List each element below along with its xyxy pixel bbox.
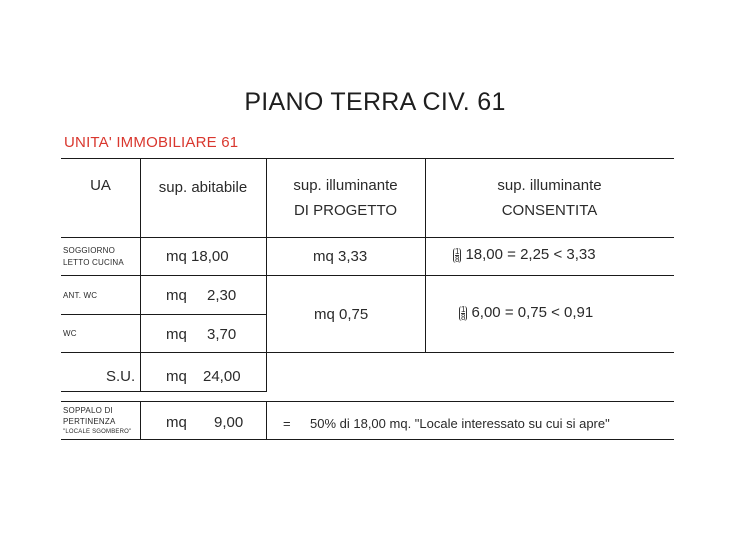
row-antwc-label: ANT. WC [63, 291, 98, 300]
rule [61, 439, 674, 440]
fraction: $\frac{1}{8}$ [455, 246, 460, 264]
rule [61, 401, 674, 402]
rule [61, 352, 674, 353]
row-soppalco-unit: mq [166, 414, 187, 431]
rule [61, 275, 674, 276]
rule [61, 314, 266, 315]
rule [61, 391, 266, 392]
row-soggiorno-consentita: $\frac{1}{8}$ 18,00 = 2,25 < 3,33 [455, 246, 596, 264]
row-soppalco-label-2: PERTINENZA [63, 417, 116, 426]
row-soppalco-note: 50% di 18,00 mq. "Locale interessato su cui si apre" [310, 416, 610, 431]
wc-group-progetto: mq 0,75 [314, 306, 369, 323]
row-antwc-value: 2,30 [207, 287, 237, 304]
row-wc-unit: mq [166, 326, 187, 343]
header-progetto-line2: DI PROGETTO [293, 202, 398, 219]
header-progetto-line1: sup. illuminante [293, 177, 398, 194]
row-wc-value: 3,70 [207, 326, 237, 343]
row-soppalco-value: 9,00 [214, 414, 244, 431]
unit-subtitle: UNITA' IMMOBILIARE 61 [64, 134, 239, 151]
wc-group-consentita: $\frac{1}{8}$ 6,00 = 0,75 < 0,91 [461, 304, 594, 322]
header-ua: UA [90, 177, 111, 194]
fraction: $\frac{1}{8}$ [461, 304, 466, 322]
row-wc-label: WC [63, 329, 77, 338]
row-soggiorno-label-1: SOGGIORNO [63, 246, 116, 255]
rule [140, 401, 141, 440]
header-sup-abitabile: sup. abitabile [158, 179, 248, 196]
header-consentita-line1: sup. illuminante [497, 177, 602, 194]
rule [61, 237, 674, 238]
row-su-unit: mq [166, 368, 187, 385]
row-soppalco-label-3: "LOCALE SGOMBERO" [63, 429, 132, 435]
header-consentita-line2: CONSENTITA [501, 202, 598, 219]
row-soppalco-equals: = [283, 416, 291, 431]
row-antwc-unit: mq [166, 287, 187, 304]
row-su-value: 24,00 [203, 368, 241, 385]
row-soppalco-label-1: SOPPALO DI [63, 406, 113, 415]
row-soggiorno-progetto: mq 3,33 [313, 248, 368, 265]
row-soggiorno-abitabile: mq 18,00 [166, 248, 229, 265]
rule [61, 158, 674, 159]
row-su-label: S.U. [106, 368, 136, 385]
page-title: PIANO TERRA CIV. 61 [244, 88, 506, 116]
rule [266, 401, 267, 440]
row-soggiorno-label-2: LETTO CUCINA [63, 258, 124, 267]
